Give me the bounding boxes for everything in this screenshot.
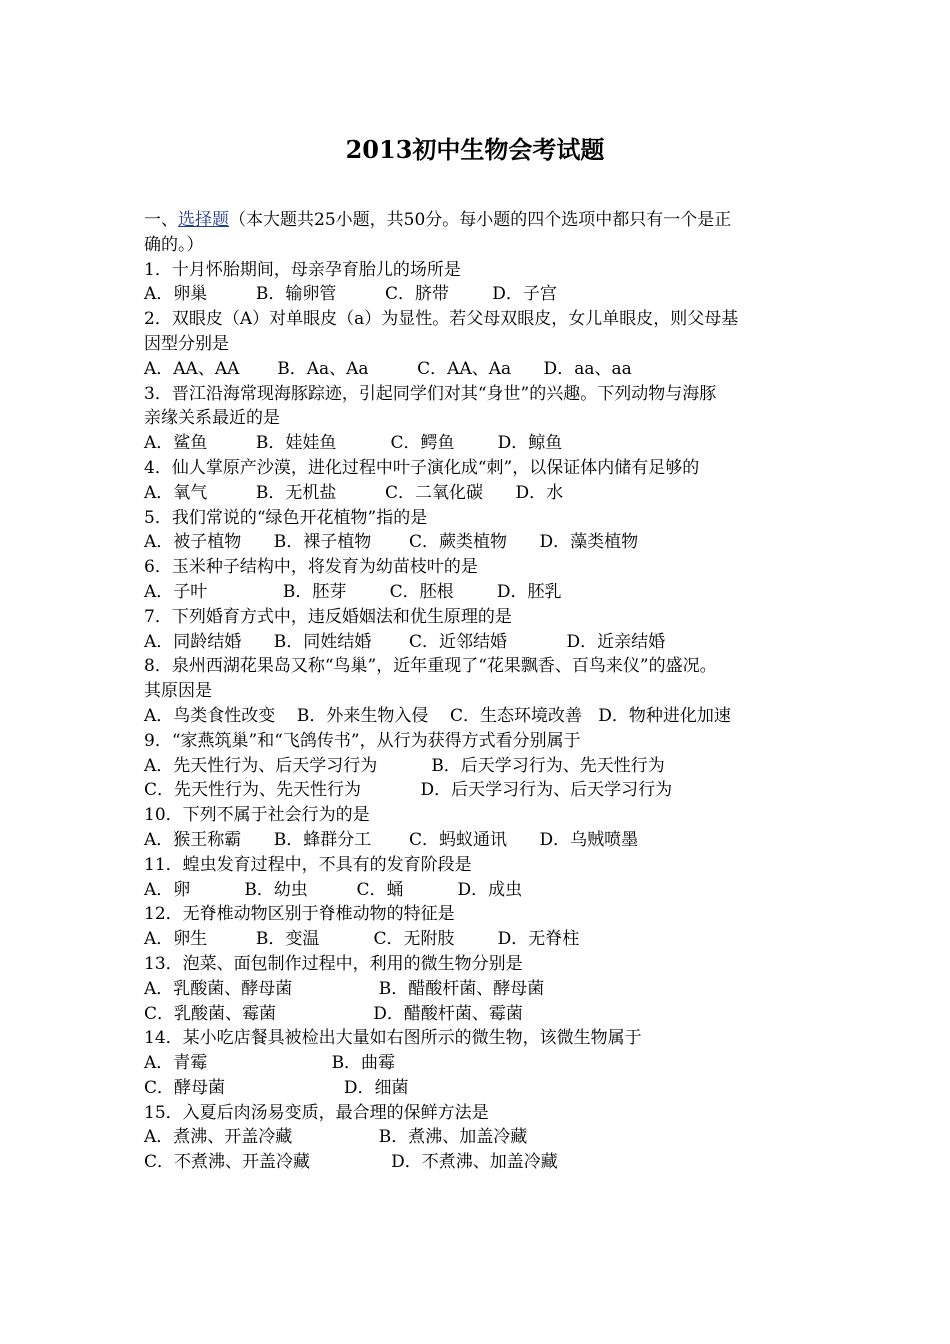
question-line: 10．下列不属于社会行为的是	[144, 805, 370, 826]
question-line: 8．泉州西湖花果岛又称“鸟巢”，近年重现了“花果飘香、百鸟来仪”的盛况。	[144, 656, 717, 677]
question-line: 其原因是	[144, 681, 212, 702]
question-line: 9．“家燕筑巢”和“飞鸽传书”，从行为获得方式看分别属于	[144, 730, 581, 751]
options-line: A．卵生 B．变温 C．无附肢 D．无脊柱	[144, 929, 580, 950]
question-line: 7．下列婚育方式中，违反婚姻法和优生原理的是	[144, 606, 512, 627]
options-line: A．青霉 B．曲霉	[144, 1053, 396, 1074]
question-line: 12．无脊椎动物区别于脊椎动物的特征是	[144, 904, 455, 925]
question-line: 2．双眼皮（A）对单眼皮（a）为显性。若父母双眼皮，女儿单眼皮，则父母基	[144, 309, 739, 330]
options-line: A．鸟类食性改变 B．外来生物入侵 C．生态环境改善 D．物种进化加速	[144, 705, 731, 726]
options-line: C．不煮沸、开盖冷藏 D．不煮沸、加盖冷藏	[144, 1152, 558, 1173]
section-instructions: （本大题共25小题，共50分。每小题的四个选项中都只有一个是正	[229, 210, 732, 230]
options-line: A．卵 B．幼虫 C．蛹 D．成虫	[144, 879, 523, 900]
options-line: C．先天性行为、先天性行为 D．后天学习行为、后天学习行为	[144, 780, 673, 801]
options-line: A．鲨鱼 B．娃娃鱼 C．鳄鱼 D．鲸鱼	[144, 433, 563, 454]
section-heading	[144, 208, 834, 233]
options-line: A．AA、AA B．Aa、Aa C．AA、Aa D．aa、aa	[144, 358, 632, 379]
question-line: 亲缘关系最近的是	[144, 408, 280, 429]
question-line: 11．蝗虫发育过程中，不具有的发育阶段是	[144, 854, 472, 875]
question-line: 因型分别是	[144, 333, 229, 354]
section-prefix: 一、	[144, 210, 178, 230]
options-line: C．酵母菌 D．细菌	[144, 1077, 409, 1098]
question-line: 14．某小吃店餐具被检出大量如右图所示的微生物，该微生物属于	[144, 1028, 642, 1049]
question-line: 4．仙人掌原产沙漠，进化过程中叶子演化成“刺”，以保证体内储有足够的	[144, 457, 700, 478]
options-line: A．煮沸、开盖冷藏 B．煮沸、加盖冷藏	[144, 1127, 528, 1148]
options-line: A．猴王称霸 B．蜂群分工 C．蚂蚁通讯 D．乌贼喷墨	[144, 829, 639, 850]
choice-question-link[interactable]: 选择题	[178, 210, 229, 230]
page-title: 2013初中生物会考试题	[345, 135, 605, 164]
question-line: 3．晋江沿海常现海豚踪迹，引起同学们对其“身世”的兴趣。下列动物与海豚	[144, 383, 717, 404]
question-line: 6．玉米种子结构中，将发育为幼苗枝叶的是	[144, 557, 478, 578]
options-line: A．子叶 B．胚芽 C．胚根 D．胚乳	[144, 581, 562, 602]
question-line: 5．我们常说的“绿色开花植物”指的是	[144, 507, 428, 528]
question-line: 1．十月怀胎期间，母亲孕育胎儿的场所是	[144, 259, 461, 280]
options-line: A．先天性行为、后天学习行为 B．后天学习行为、先天性行为	[144, 755, 665, 776]
question-line: 13．泡菜、面包制作过程中，利用的微生物分别是	[144, 953, 523, 974]
options-line: C．乳酸菌、霉菌 D．醋酸杆菌、霉菌	[144, 1003, 523, 1024]
options-line: A．氧气 B．无机盐 C．二氧化碳 D．水	[144, 482, 564, 503]
question-line: 15．入夏后肉汤易变质，最合理的保鲜方法是	[144, 1102, 489, 1123]
options-line: A．同龄结婚 B．同姓结婚 C．近邻结婚 D．近亲结婚	[144, 631, 666, 652]
exam-content	[144, 208, 834, 1175]
options-line: A．乳酸菌、酵母菌 B．醋酸杆菌、酵母菌	[144, 978, 545, 999]
options-line: A．被子植物 B．裸子植物 C．蕨类植物 D．藻类植物	[144, 532, 639, 553]
options-line: A．卵巢 B．输卵管 C．脐带 D．子宫	[144, 284, 557, 305]
section-instructions-continued: 确的。）	[144, 234, 204, 255]
